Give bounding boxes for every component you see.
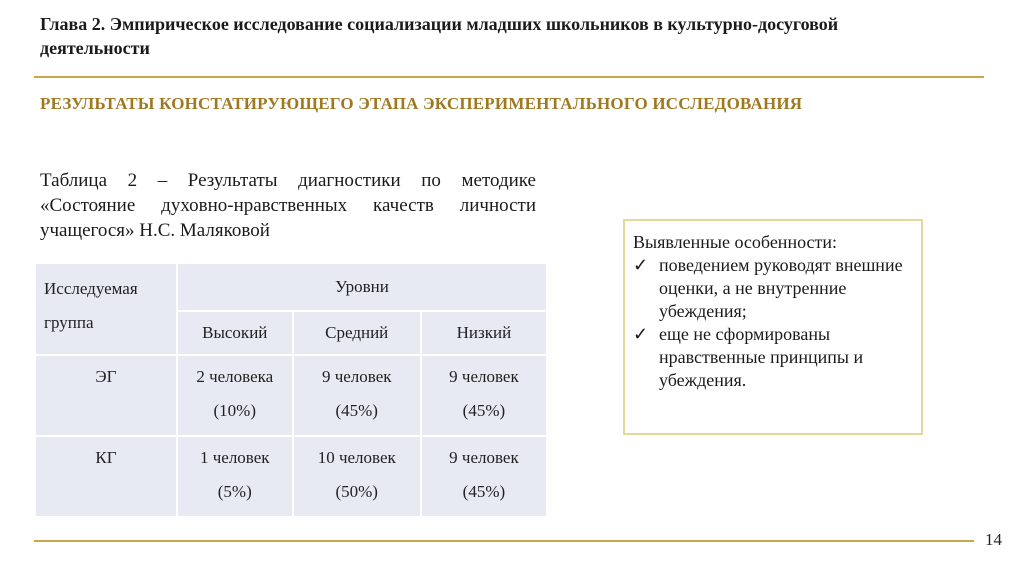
top-divider	[34, 76, 984, 78]
table-caption: Таблица 2 – Результаты диагностики по методике «Состояние духовно-нравственных качеств личности учащегося» Н.С. Маляковой	[40, 170, 536, 241]
group-cell: ЭГ	[36, 356, 176, 435]
percent: (50%)	[335, 482, 378, 501]
data-cell	[178, 437, 292, 516]
results-table	[34, 262, 548, 518]
bottom-divider	[34, 540, 974, 542]
findings-list	[633, 254, 911, 392]
findings-title: Выявленные особенности:	[633, 232, 838, 252]
data-cell	[294, 437, 420, 516]
check-icon: ✓	[633, 255, 649, 275]
group-header-line1: Исследуемая	[44, 279, 138, 298]
findings-box	[623, 219, 923, 435]
data-cell	[422, 437, 546, 516]
group-header-cell	[36, 264, 176, 354]
list-item	[633, 323, 911, 392]
count: 9 человек	[321, 367, 392, 386]
data-cell	[178, 356, 292, 435]
percent: (45%)	[462, 401, 506, 420]
finding-text: еще не сформированы нравственные принципы и убеждения.	[659, 324, 864, 390]
percent: (10%)	[213, 401, 256, 420]
count: 2 человека	[196, 367, 274, 386]
data-cell	[294, 356, 420, 435]
page-number: 14	[985, 530, 1002, 549]
check-icon: ✓	[633, 324, 649, 344]
group-header-line2: группа	[44, 313, 94, 332]
count: 1 человек	[199, 448, 270, 467]
percent: (5%)	[217, 482, 252, 501]
level-col-low: Низкий	[422, 312, 546, 354]
list-item	[633, 254, 911, 323]
count: 9 человек	[449, 367, 519, 386]
percent: (45%)	[462, 482, 506, 501]
chapter-title: Глава 2. Эмпирическое исследование социализации младших школьников в культурно-досуговой деятельности	[40, 14, 839, 58]
count: 9 человек	[449, 448, 519, 467]
table-row	[36, 437, 546, 516]
data-cell	[422, 356, 546, 435]
finding-text: поведением руководят внешние оценки, а не внутренние убеждения;	[659, 255, 903, 321]
level-col-medium: Средний	[294, 312, 420, 354]
table-row	[36, 356, 546, 435]
section-title: РЕЗУЛЬТАТЫ КОНСТАТИРУЮЩЕГО ЭТАПА ЭКСПЕРИМЕНТАЛЬНОГО ИССЛЕДОВАНИЯ	[40, 94, 803, 113]
percent: (45%)	[335, 401, 378, 420]
count: 10 человек	[317, 448, 396, 467]
levels-header: Уровни	[178, 264, 546, 310]
level-col-high: Высокий	[178, 312, 292, 354]
group-cell: КГ	[36, 437, 176, 516]
